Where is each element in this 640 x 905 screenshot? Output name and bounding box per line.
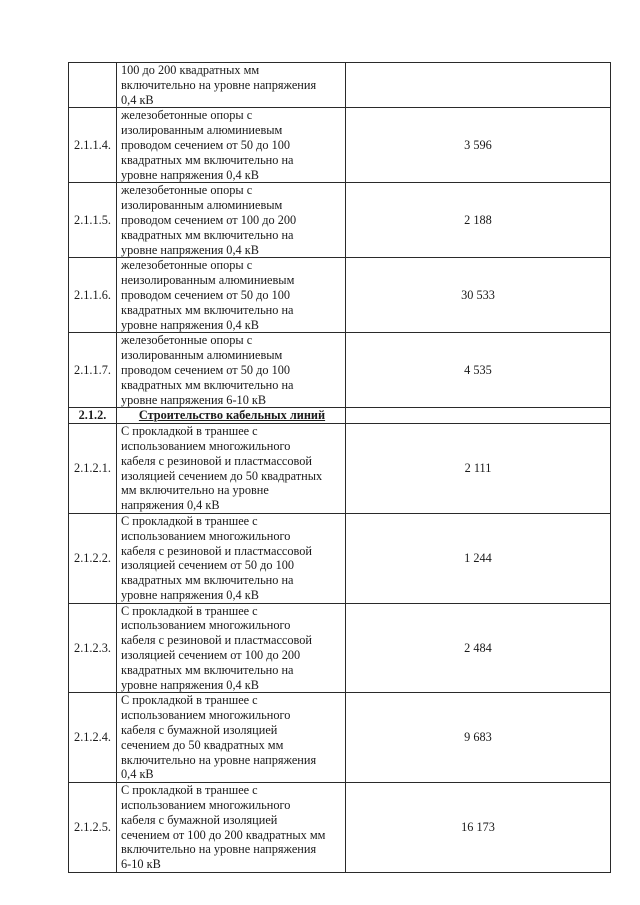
row-description-text: С прокладкой в траншее с использованием многожильного кабеля с резиновой и пластмассовой изоляцией сечением от 50 до 100 квадратных мм включительно на уровне напряжения 0,4 кВ bbox=[121, 513, 312, 602]
row-number: 2.1.2.5. bbox=[69, 783, 117, 873]
section-row bbox=[69, 408, 611, 424]
row-description-text: С прокладкой в траншее с использованием многожильного кабеля с бумажной изоляцией сечением от 100 до 200 квадратных мм включительно на уровне напряжения 6-10 кВ bbox=[121, 783, 326, 872]
row-description bbox=[117, 63, 346, 108]
row-description bbox=[117, 258, 346, 333]
row-description bbox=[117, 603, 346, 693]
row-description-text: С прокладкой в траншее с использованием многожильного кабеля с резиновой и пластмассовой изоляцией сечением от 100 до 200 квадратных мм включительно на уровне напряжения 0,4 кВ bbox=[121, 603, 312, 692]
row-value: 3 596 bbox=[346, 108, 611, 183]
row-number: 2.1.1.7. bbox=[69, 333, 117, 408]
section-number: 2.1.2. bbox=[69, 408, 117, 424]
row-number bbox=[69, 63, 117, 108]
row-description bbox=[117, 424, 346, 514]
row-description-text: С прокладкой в траншее с использованием многожильного кабеля с бумажной изоляцией сечением до 50 квадратных мм включительно на уровне напряжения 0,4 кВ bbox=[121, 693, 317, 782]
row-number: 2.1.2.4. bbox=[69, 693, 117, 783]
table-row bbox=[69, 183, 611, 258]
row-number: 2.1.2.2. bbox=[69, 513, 117, 603]
row-value: 2 188 bbox=[346, 183, 611, 258]
row-description bbox=[117, 513, 346, 603]
row-value: 9 683 bbox=[346, 693, 611, 783]
row-description-text: 100 до 200 квадратных мм включительно на уровне напряжения 0,4 кВ bbox=[121, 63, 317, 107]
table-row bbox=[69, 513, 611, 603]
table-row bbox=[69, 693, 611, 783]
row-description bbox=[117, 108, 346, 183]
section-title bbox=[117, 408, 346, 424]
table-row bbox=[69, 424, 611, 514]
row-description-text: железобетонные опоры с изолированным алюминиевым проводом сечением от 50 до 100 квадратных мм включительно на уровне напряжения 6-10 кВ bbox=[121, 333, 294, 407]
row-value bbox=[346, 63, 611, 108]
row-value: 16 173 bbox=[346, 783, 611, 873]
row-description-text: С прокладкой в траншее с использованием многожильного кабеля с резиновой и пластмассовой изоляцией сечением до 50 квадратных мм включительно на уровне напряжения 0,4 кВ bbox=[121, 424, 323, 513]
section-title-text: Строительство кабельных линий bbox=[138, 408, 326, 423]
row-number: 2.1.2.1. bbox=[69, 424, 117, 514]
row-description bbox=[117, 183, 346, 258]
table-row bbox=[69, 108, 611, 183]
table-row bbox=[69, 63, 611, 108]
tariff-table-body bbox=[69, 63, 611, 873]
row-value: 4 535 bbox=[346, 333, 611, 408]
row-number: 2.1.1.4. bbox=[69, 108, 117, 183]
section-value bbox=[346, 408, 611, 424]
tariff-table bbox=[68, 62, 611, 873]
table-row bbox=[69, 258, 611, 333]
row-description-text: железобетонные опоры с неизолированным алюминиевым проводом сечением от 50 до 100 квадратных мм включительно на уровне напряжения 0,4 кВ bbox=[121, 258, 295, 332]
table-row bbox=[69, 603, 611, 693]
row-description bbox=[117, 783, 346, 873]
row-description bbox=[117, 693, 346, 783]
table-row bbox=[69, 333, 611, 408]
row-description-text: железобетонные опоры с изолированным алюминиевым проводом сечением от 50 до 100 квадратных мм включительно на уровне напряжения 0,4 кВ bbox=[121, 108, 294, 182]
row-description bbox=[117, 333, 346, 408]
row-number: 2.1.2.3. bbox=[69, 603, 117, 693]
row-number: 2.1.1.5. bbox=[69, 183, 117, 258]
row-value: 2 111 bbox=[346, 424, 611, 514]
row-value: 2 484 bbox=[346, 603, 611, 693]
row-value: 30 533 bbox=[346, 258, 611, 333]
row-value: 1 244 bbox=[346, 513, 611, 603]
table-row bbox=[69, 783, 611, 873]
row-number: 2.1.1.6. bbox=[69, 258, 117, 333]
row-description-text: железобетонные опоры с изолированным алюминиевым проводом сечением от 100 до 200 квадратных мм включительно на уровне напряжения 0,4 кВ bbox=[121, 183, 297, 257]
